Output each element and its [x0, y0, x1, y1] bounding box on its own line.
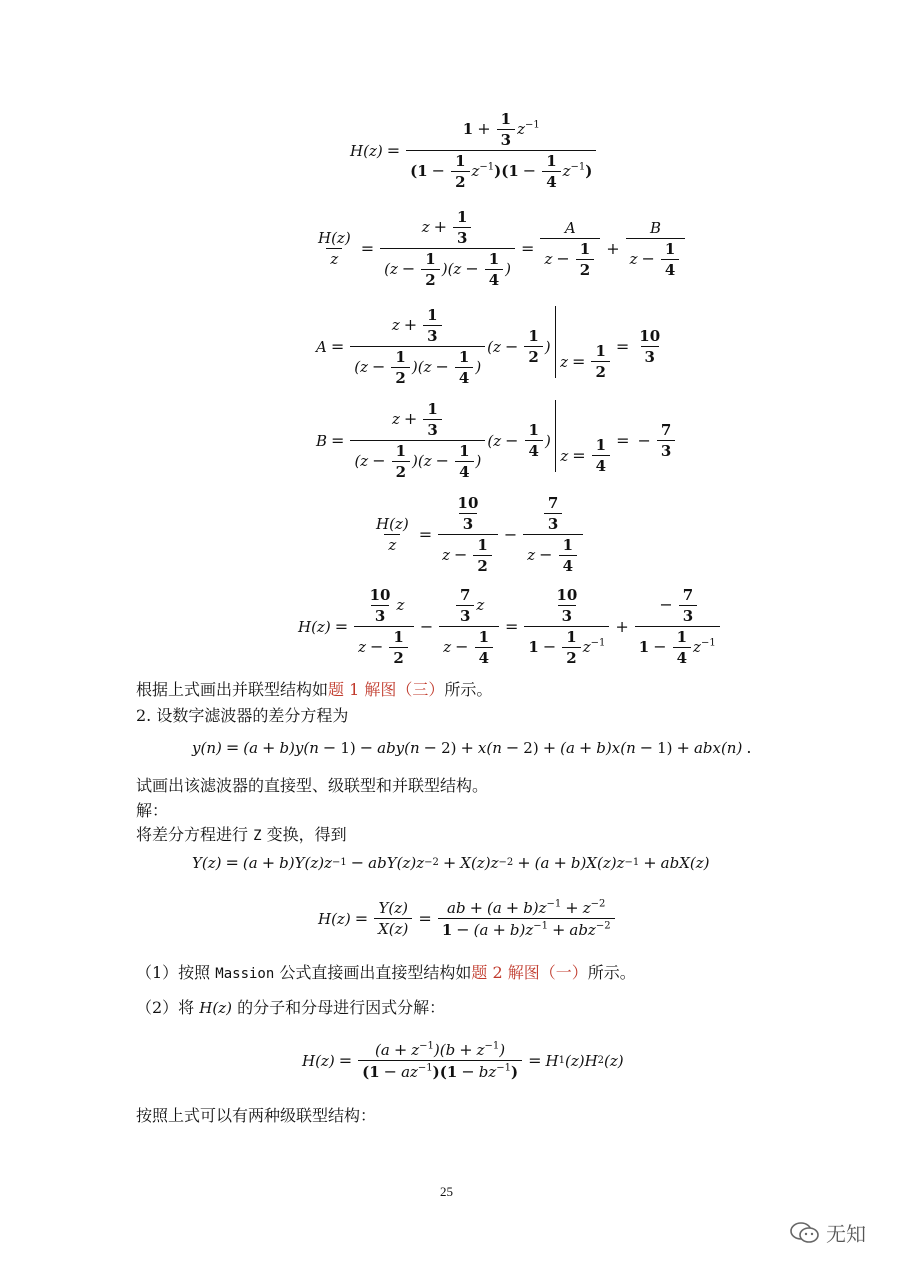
text-step-2 — [136, 995, 445, 1018]
text-z-transform-suffix: 变换，得到 — [266, 825, 347, 844]
figure-link-problem1[interactable]: 题 1 解图（三） — [328, 680, 445, 699]
equation-transfer-function: H(z) = $\frac{Y(z)}{X(z)}$ = $\frac{ab + (a + b)z^{-1} + z^{-2}}{1 - (a + b)z^{-1} + abz^{-2}}$ — [318, 898, 617, 939]
text-z-transform — [136, 822, 347, 845]
text-step-1 — [136, 960, 636, 983]
equation-z-transform: Y(z) = (a + b)Y(z)z −1 − abY(z)z −2 + X(z)z −2 + (a + b)X(z)z −1 + abX(z) — [192, 853, 710, 872]
text-step2-suffix: 的分子和分母进行因式分解： — [237, 998, 446, 1017]
figure-link-problem2[interactable]: 题 2 解图（一） — [471, 963, 588, 982]
text-step1-prefix: （1）按照 — [136, 963, 211, 982]
text-z-letter: Z — [253, 828, 262, 844]
wechat-icon — [790, 1221, 820, 1245]
question-2-title: 2. 设数字滤波器的差分方程为 — [136, 706, 349, 725]
page-number: 25 — [440, 1184, 453, 1199]
solution-label: 解： — [136, 801, 169, 820]
equation-factored: H(z) = $\frac{(a + z^{-1})(b + z^{-1})}{(1 - az^{-1})(1 - bz^{-1})}$ = H 1 (z)H 2 (z) — [302, 1040, 624, 1081]
text-step1-mid: 公式直接画出直接型结构如 — [279, 963, 472, 982]
question-2-ask: 试画出该滤波器的直接型、级联型和并联型结构。 — [136, 776, 489, 795]
text-parallel-structure — [136, 677, 492, 700]
equation-a-value: A = z + $\frac{1}{3}$ (z − $\frac{1}{2}$ )(z − $\frac{1}{4}$ ) (z − $\frac{1}{2}$ ) z = $\frac{1}{2}$ = $\frac{10}{3}$ — [316, 306, 661, 387]
equation-b-value: B = z + $\frac{1}{3}$ (z − $\frac{1}{2}$ )(z − $\frac{1}{4}$ ) (z − $\frac{1}{4}$ ) z = $\frac{1}{4}$ = − $\frac{7}{3}$ — [316, 400, 677, 481]
text-parallel-prefix: 根据上式画出并联型结构如 — [136, 680, 329, 699]
watermark-text: 无知 — [826, 1222, 866, 1246]
text-step1-mason: Massion — [215, 966, 275, 982]
equation-h-z: H (z) = 1 + $\frac{1}{3}$ $z^{-1}$ (1 − $\frac{1}{2}$ $z^{-1})(1$ − $\frac{1}{4}$ $z^{-1}$) — [350, 110, 598, 191]
text-step1-suffix: 所示。 — [587, 963, 636, 982]
equation-difference: y(n) = (a + b)y(n − 1) − aby(n − 2) + x(n − 2) + (a + b)x(n − 1) + abx(n) . — [192, 738, 752, 757]
text-step2-h: H(z) — [199, 999, 232, 1017]
text-step2-prefix: （2）将 — [136, 998, 195, 1017]
watermark — [790, 1218, 866, 1247]
text-parallel-suffix: 所示。 — [444, 680, 493, 699]
text-z-transform-prefix: 将差分方程进行 — [136, 825, 249, 844]
text-cascade: 按照上式可以有两种级联型结构： — [136, 1106, 377, 1125]
equation-partial-fraction: $\frac{H(z)}{z}$ = z + $\frac{1}{3}$ (z − $\frac{1}{2}$ )(z − $\frac{1}{4}$ ) = A z − $\frac{1}{2}$ + B z − $\frac{1}{4}$ — [312, 208, 687, 289]
equation-h-over-z: $\frac{H(z)}{z}$ = $\frac{10}{3}$ z − $\frac{1}{2}$ − $\frac{7}{3}$ z − $\frac{1}{4}$ — [370, 494, 585, 575]
equation-h-parallel: H(z) = $\frac{10}{3}$ z z − $\frac{1}{2}$ − $\frac{7}{3}$ z z − $\frac{1}{4}$ = $\frac{10}{3}$ 1 − $\frac{1}{2}$ $z^{-1}$ + − $\frac{7}{3}$ 1 − $\frac{1}{4}$ $z^{-1}$ — [298, 586, 722, 667]
